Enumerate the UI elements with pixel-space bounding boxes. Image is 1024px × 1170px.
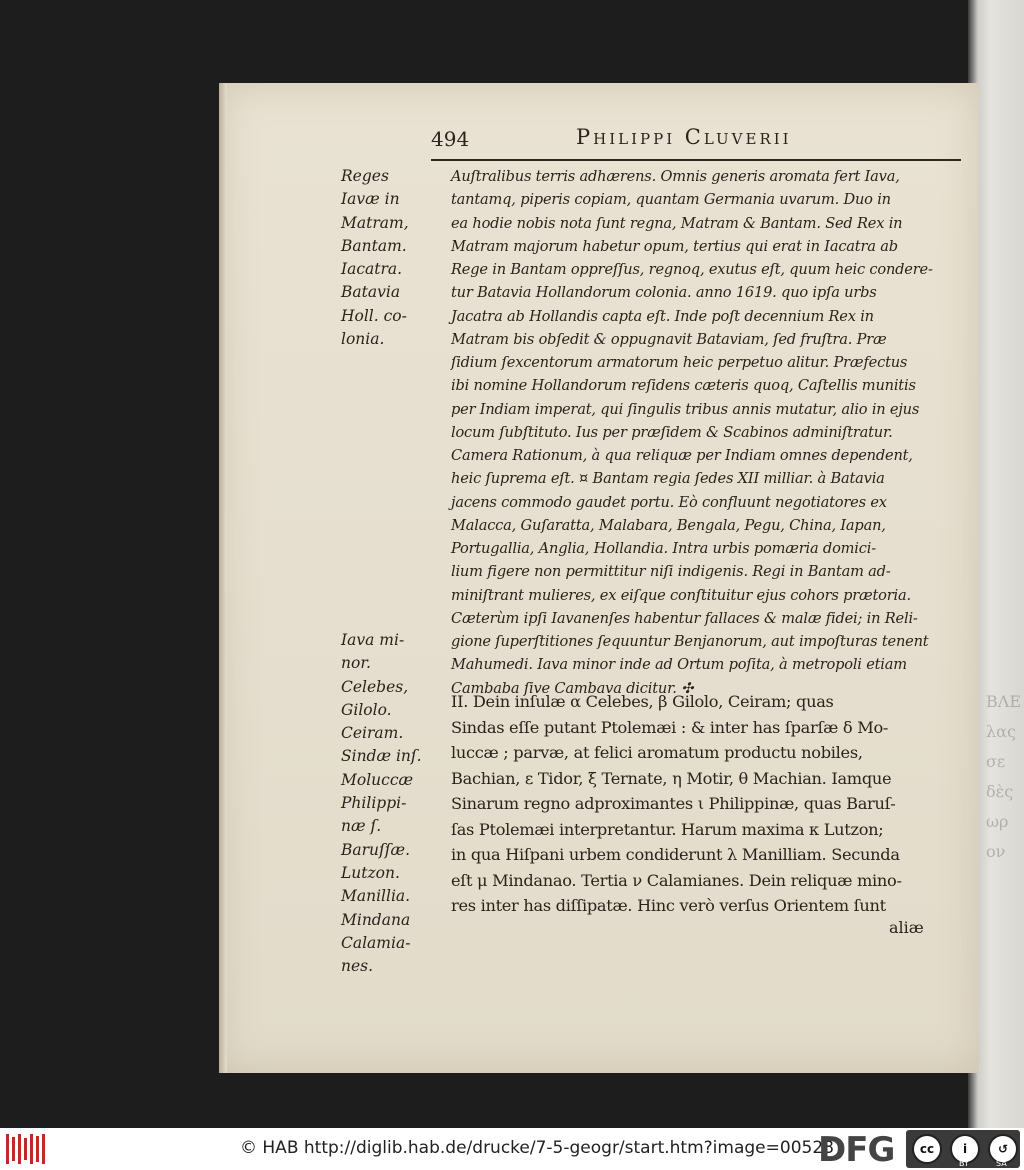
margin-note: Iavæ in [341,190,400,209]
text-line: Sinarum regno adproximantes ι Philippinæ, quas Baruſ- [451,794,896,813]
text-line: jacens commodo gaudet portu. Eò confluunt negotiatores ex [451,493,887,511]
text-line: Malacca, Guſaratta, Malabara, Bengala, Pegu, China, Iapan, [451,516,886,534]
by-icon: i [950,1134,980,1164]
text-line: ibi nomine Hollandorum reſidens cæteris quoq, Caſtellis munitis [451,377,916,395]
margin-note: næ ſ. [341,817,382,836]
text-line: Mahumedi. Iava minor inde ad Ortum poſita, à metropoli etiam [451,656,907,674]
body-paragraph-2 [451,689,961,919]
margin-note: Lutzon. [341,863,400,882]
ghost-text: ον [986,842,1006,861]
margin-note: Baruſſæ. [341,840,410,859]
text-line: ſas Ptolemæi interpretantur. Harum maxima κ Lutzon; [451,819,884,839]
margin-note: Manillia. [341,887,411,906]
text-line: Matram majorum habetur opum, tertius qui erat in Iacatra ab [451,237,898,255]
page-edge-shadow [219,83,227,1073]
margin-note: Philippi- [341,794,407,813]
text-line: luccæ ; parvæ, at felici aromatum productu nobiles, [451,743,863,762]
ghost-text: σε [986,752,1006,771]
text-line: Auſtralibus terris adhærens. Omnis generis aromata fert Iava, [451,168,900,185]
text-line: II. Dein inſulæ α Celebes, β Gilolo, Ceiram; quas [451,692,834,711]
ghost-text: ΒΛΕ [986,692,1021,711]
text-line: locum ſubſtituto. Ius per præſidem & Scabinos adminiſtratur. [451,423,893,441]
margin-note: Holl. co- [341,306,407,325]
by-label: BY [959,1159,969,1168]
margin-note: Iava mi- [341,631,405,649]
text-line: per Indiam imperat, qui ſingulis tribus annis mutatur, alio in ejus [451,400,920,418]
margin-note: Ceiram. [341,724,404,743]
copyright-link[interactable]: © HAB http://diglib.hab.de/drucke/7-5-geogr/start.htm?image=00528 [240,1138,834,1158]
ghost-text: λας [986,722,1016,741]
margin-notes-bottom [341,629,431,978]
text-line: res inter has diſſipatæ. Hinc verò verſus Orientem ſunt [451,896,886,915]
margin-note: Reges [341,167,389,185]
margin-note: Bantam. [341,236,407,255]
margin-note: Sindæ inſ. [341,747,422,766]
margin-note: nor. [341,654,371,673]
header-rule [431,159,961,161]
ghost-text: δὲς [986,782,1014,801]
sa-label: SA [996,1159,1007,1168]
text-line: Jacatra ab Hollandis capta eſt. Inde poſt decennium Rex in [451,307,874,325]
margin-note: Moluccæ [341,770,414,789]
text-line: Portugallia, Anglia, Hollandia. Intra urbis pomæria domici- [451,540,876,557]
text-line: tantamq, piperis copiam, quantam Germania uvarum. Duo in [451,191,891,209]
margin-note: Celebes, [341,677,409,696]
margin-note: Gilolo. [341,700,392,719]
text-line: Sindas eſſe putant Ptolemæi : & inter has ſparſæ δ Mo- [451,717,889,737]
page-number: 494 [431,127,470,151]
margin-note: Matram, [341,213,409,232]
text-line: Cæterùm ipſi Iavanenſes habentur fallaces & malæ fidei; in Reli- [451,609,918,627]
catchword: aliæ [889,918,924,937]
text-line: Cambaba ſive Cambava dicitur. ✣ [451,679,694,697]
text-line: heic ſuprema eſt. ¤ Bantam regia ſedes XII milliar. à Batavia [451,470,885,488]
dfg-logo: DFG [818,1130,895,1170]
ghost-text: ωρ [986,812,1009,831]
cc-icon: cc [912,1134,942,1164]
hab-logo-icon [6,1134,46,1164]
text-line: Matram bis obſedit & oppugnavit Bataviam, ſed fruſtra. Præ [451,330,887,348]
text-line: gione ſuperſtitiones ſequuntur Benjanorum, aut impoſturas tenent [451,633,929,650]
margin-note: lonia. [341,330,385,349]
running-title: Philippi Cluverii [576,125,792,149]
margin-notes-top [341,165,431,351]
text-line: ea hodie nobis nota ſunt regna, Matram & Bantam. Sed Rex in [451,214,903,232]
cc-license-badge[interactable] [906,1130,1020,1168]
sa-icon: ↺ [988,1134,1018,1164]
text-line: in qua Hiſpani urbem condiderunt λ Manilliam. Secunda [451,845,900,864]
text-line: lium figere non permittitur niſi indigenis. Regi in Bantam ad- [451,563,891,581]
margin-note: Mindana [341,910,411,929]
body-paragraph-1 [451,165,961,700]
text-line: miniſtrant mulieres, ex eiſque conſtituitur ejus cohors prætoria. [451,586,911,604]
running-head [431,121,959,151]
text-line: eſt μ Mindanao. Tertia ν Calamianes. Dein reliquæ mino- [451,870,902,890]
margin-note: Iacatra. [341,260,403,279]
text-line: Rege in Bantam oppreſſus, regnoq, exutus eſt, quum heic condere- [451,261,933,278]
text-line: Camera Rationum, à qua reliquæ per Indiam omnes dependent, [451,447,913,464]
viewer-footer [0,1128,1024,1170]
book-page [219,83,979,1073]
text-line: tur Batavia Hollandorum colonia. anno 1619. quo ipſa urbs [451,284,877,302]
margin-note: nes. [341,957,374,976]
text-line: ſidium ſexcentorum armatorum heic perpetuo alitur. Præfectus [451,354,908,371]
margin-note: Calamia- [341,933,411,952]
text-line: Bachian, ε Tidor, ξ Ternate, η Motir, θ Machian. Iamque [451,768,892,788]
margin-note: Batavia [341,283,401,302]
